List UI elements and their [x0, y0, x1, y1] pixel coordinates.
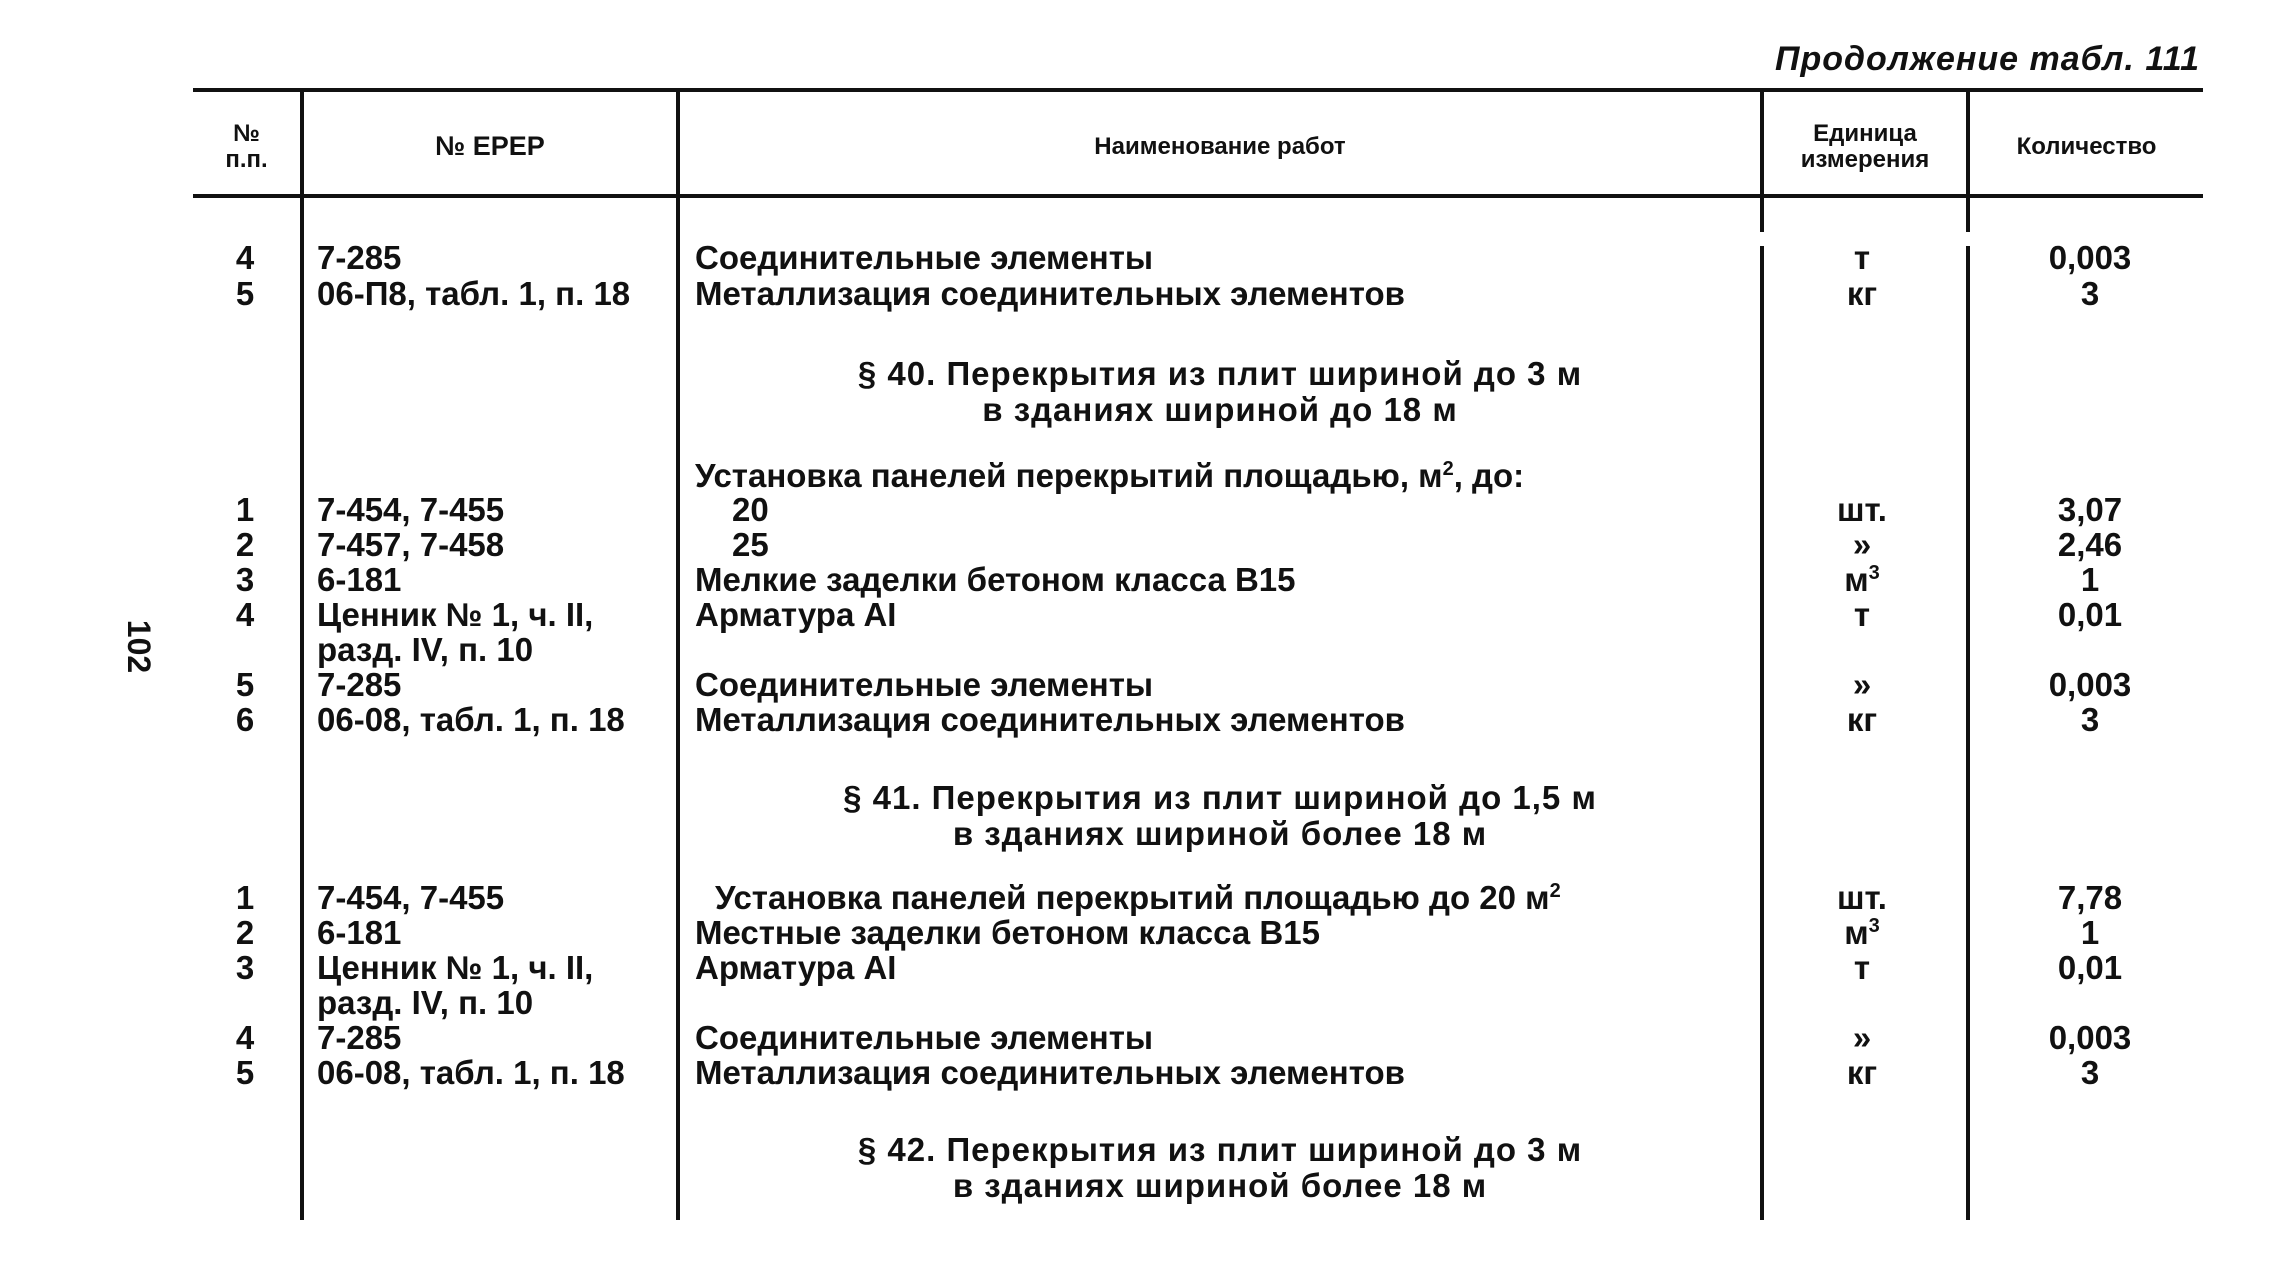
- cell-num: 3: [235, 561, 255, 598]
- section-heading-40: [680, 356, 1760, 428]
- table-row: [0, 880, 2282, 916]
- table-row: [0, 702, 2282, 738]
- section-42-line2: в зданиях шириной более 18 м: [952, 1167, 1488, 1204]
- cell-name: Соединительные элементы: [695, 666, 1154, 703]
- cell-name: Соединительные элементы: [695, 1019, 1154, 1056]
- header-num-line2: п.п.: [225, 146, 268, 173]
- cell-erep: 7-454, 7-455: [317, 491, 505, 528]
- cell-unit: кг: [1846, 275, 1878, 312]
- cell-num: 5: [235, 666, 255, 703]
- cell-erep-line2: разд. IV, п. 10: [317, 984, 534, 1021]
- cell-erep: Ценник № 1, ч. II,: [317, 949, 594, 986]
- intro-tail: , до:: [1453, 457, 1525, 494]
- cell-num: 4: [235, 239, 255, 276]
- cell-num: 6: [235, 701, 255, 738]
- cell-qty: 1: [2080, 561, 2100, 598]
- header-qty: Количество: [2016, 132, 2157, 160]
- cell-name: Металлизация соединительных элементов: [695, 701, 1405, 738]
- cell-num: 4: [235, 1019, 255, 1056]
- cell-name: [715, 880, 1561, 916]
- cell-unit: шт.: [1837, 491, 1887, 528]
- cell-name: Мелкие заделки бетоном класса В15: [695, 561, 1296, 598]
- section-41-line1: § 41. Перекрытия из плит шириной до 1,5 м: [843, 779, 1597, 816]
- cell-erep: 7-285: [317, 239, 402, 276]
- intro-sup: 2: [1442, 458, 1454, 480]
- cell-erep: 7-454, 7-455: [317, 879, 505, 916]
- cell-unit: шт.: [1837, 879, 1887, 916]
- cell-qty: 1: [2080, 914, 2100, 951]
- cell-erep: 6-181: [317, 914, 402, 951]
- page-number: 102: [121, 619, 158, 674]
- cell-unit: т: [1853, 949, 1871, 986]
- cell-erep: 06-08, табл. 1, п. 18: [317, 701, 625, 738]
- table-row: [0, 562, 2282, 598]
- table-row-continuation: [0, 632, 2282, 668]
- table-row: [0, 492, 2282, 528]
- table-top-rule: [193, 88, 2203, 92]
- cell-qty: 3: [2080, 1054, 2100, 1091]
- cell-num: 1: [235, 491, 255, 528]
- cell-unit: [1777, 915, 1947, 951]
- cell-qty: 2,46: [2057, 526, 2123, 563]
- cell-name: Арматура AI: [695, 949, 897, 986]
- cell-num: 5: [235, 275, 255, 312]
- table-row-continuation: [0, 985, 2282, 1021]
- table-row: [0, 1055, 2282, 1091]
- header-num-line1: №: [233, 119, 260, 147]
- cell-num: 3: [235, 949, 255, 986]
- cell-qty: 7,78: [2057, 879, 2123, 916]
- cell-erep: 06-08, табл. 1, п. 18: [317, 1054, 625, 1091]
- unit-sup: 3: [1868, 562, 1880, 584]
- cell-erep: 7-285: [317, 1019, 402, 1056]
- cell-unit: т: [1853, 596, 1871, 633]
- cell-name: Местные заделки бетоном класса В15: [695, 914, 1320, 951]
- table-row: [0, 527, 2282, 563]
- cell-qty: 3: [2080, 701, 2100, 738]
- cell-unit: »: [1852, 666, 1872, 703]
- cell-name: 25: [732, 526, 769, 563]
- table-row: [0, 950, 2282, 986]
- section-heading-41: [680, 780, 1760, 852]
- cell-name: 20: [732, 491, 769, 528]
- cell-erep: 6-181: [317, 561, 402, 598]
- cell-qty: 3: [2080, 275, 2100, 312]
- cell-num: 1: [235, 879, 255, 916]
- cell-unit: [1777, 562, 1947, 598]
- table-row: [0, 240, 2282, 276]
- cell-unit: т: [1853, 239, 1871, 276]
- cell-qty: 0,01: [2057, 949, 2123, 986]
- cell-name: Арматура AI: [695, 596, 897, 633]
- cell-qty: 0,003: [2048, 666, 2132, 703]
- cell-name: Металлизация соединительных элементов: [695, 275, 1405, 312]
- cell-num: 2: [235, 914, 255, 951]
- header-unit-line2: измерения: [1800, 146, 1930, 173]
- cell-name: Соединительные элементы: [695, 239, 1154, 276]
- name-sup: 2: [1549, 880, 1561, 902]
- cell-erep: Ценник № 1, ч. II,: [317, 596, 594, 633]
- intro-text: Установка панелей перекрытий площадью, м: [695, 457, 1443, 494]
- table-row: [0, 667, 2282, 703]
- section-40-line2: в зданиях шириной до 18 м: [982, 391, 1458, 428]
- cell-num: 2: [235, 526, 255, 563]
- header-erep: № ЕРЕР: [435, 131, 545, 162]
- header-unit-line1: Единица: [1813, 119, 1917, 147]
- table-row: [0, 597, 2282, 633]
- cell-unit: »: [1852, 1019, 1872, 1056]
- cell-erep-line2: разд. IV, п. 10: [317, 631, 534, 668]
- header-name: Наименование работ: [1094, 132, 1346, 160]
- header-unit: [1764, 98, 1966, 196]
- table-row: [0, 1020, 2282, 1056]
- table-row: [0, 276, 2282, 312]
- continuation-label: Продолжение табл. 111: [1775, 40, 2200, 78]
- cell-qty: 0,003: [2048, 239, 2132, 276]
- cell-qty: 3,07: [2057, 491, 2123, 528]
- section-42-line1: § 42. Перекрытия из плит шириной до 3 м: [857, 1131, 1583, 1168]
- unit-sup: 3: [1868, 915, 1880, 937]
- cell-unit: кг: [1846, 1054, 1878, 1091]
- section-heading-42: [680, 1132, 1760, 1204]
- cell-erep: 06-П8, табл. 1, п. 18: [317, 275, 631, 312]
- cell-name: Металлизация соединительных элементов: [695, 1054, 1405, 1091]
- section-41-line2: в зданиях шириной более 18 м: [952, 815, 1488, 852]
- cell-qty: 0,003: [2048, 1019, 2132, 1056]
- table-row: [0, 915, 2282, 951]
- cell-unit: »: [1852, 526, 1872, 563]
- unit-text: м: [1844, 914, 1869, 951]
- cell-num: 5: [235, 1054, 255, 1091]
- cell-unit: кг: [1846, 701, 1878, 738]
- header-num: [193, 98, 300, 196]
- cell-erep: 7-457, 7-458: [317, 526, 505, 563]
- unit-text: м: [1844, 561, 1869, 598]
- section-40-line1: § 40. Перекрытия из плит шириной до 3 м: [857, 355, 1583, 392]
- cell-num: 4: [235, 596, 255, 633]
- cell-erep: 7-285: [317, 666, 402, 703]
- name-text: Установка панелей перекрытий площадью до 20 м: [715, 879, 1550, 916]
- table-row: [0, 458, 2282, 494]
- cell-name-intro: [695, 458, 1524, 494]
- cell-qty: 0,01: [2057, 596, 2123, 633]
